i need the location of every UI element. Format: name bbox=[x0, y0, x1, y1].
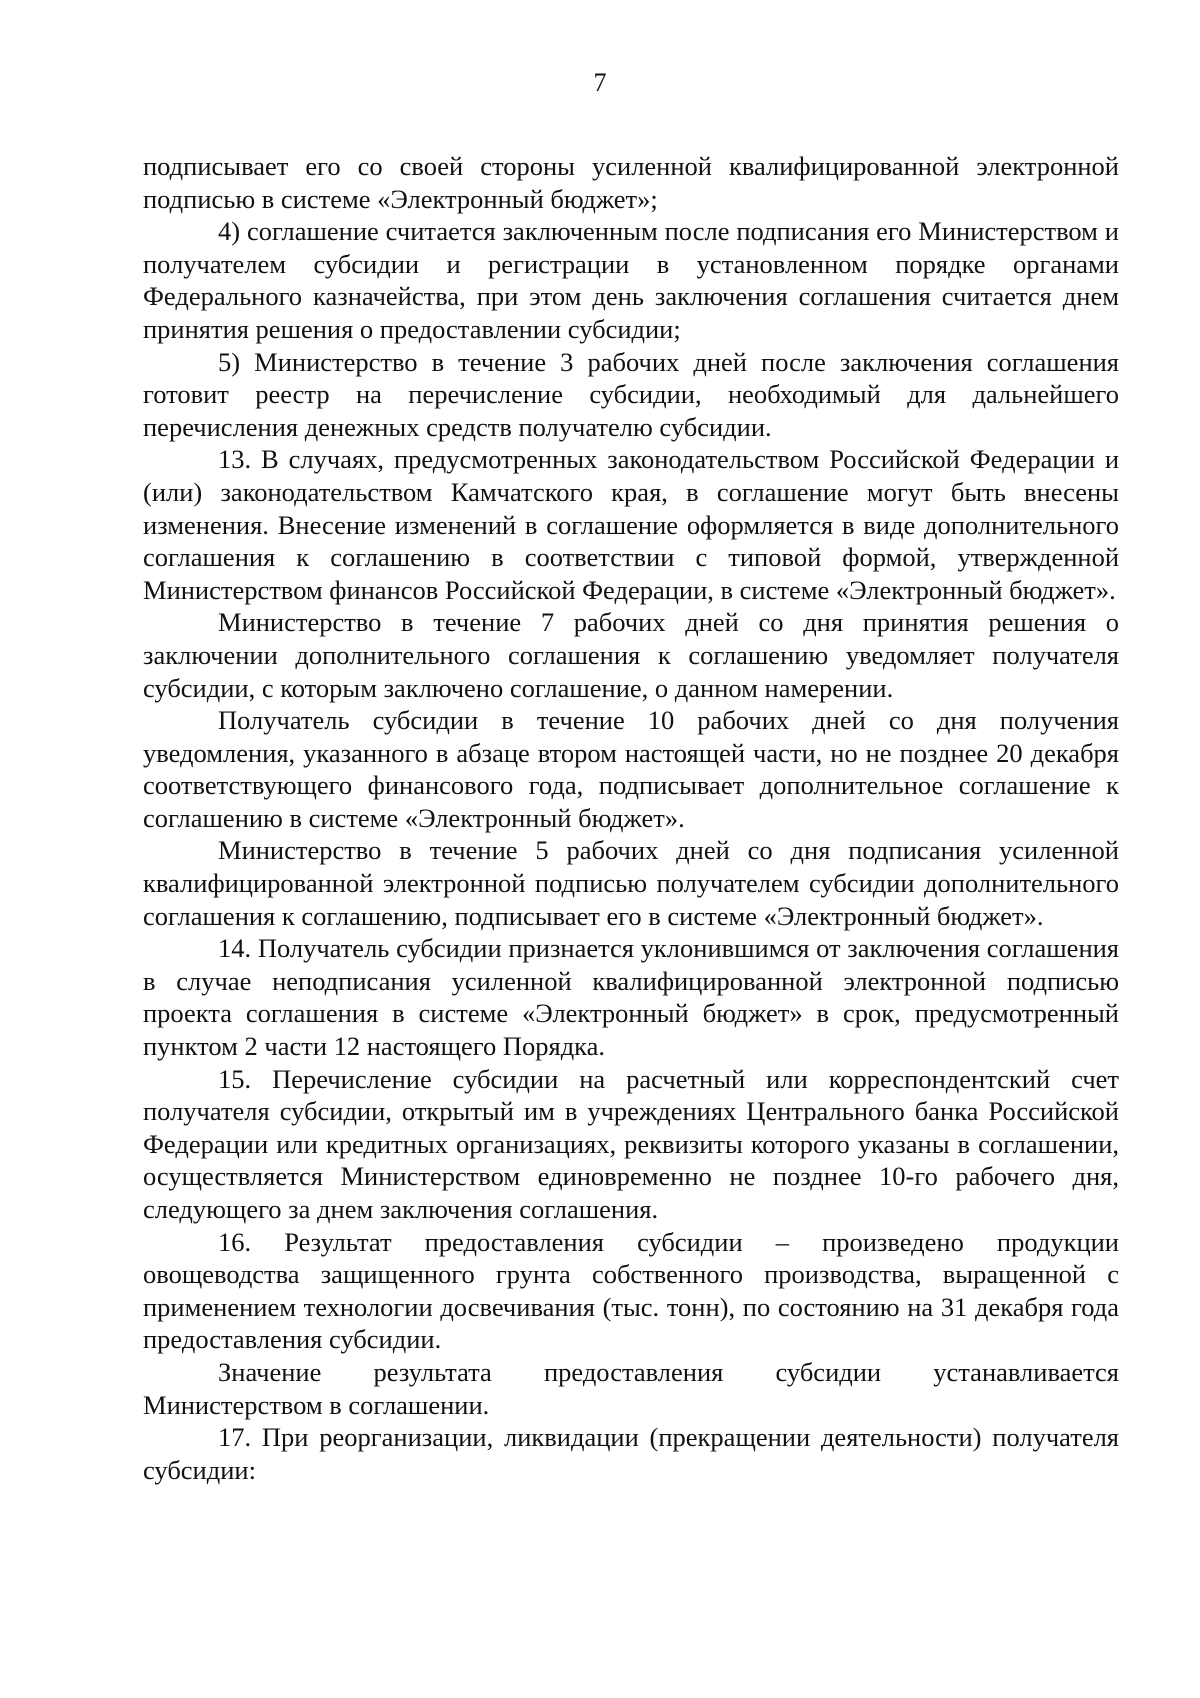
paragraph-section-16: 16. Результат предоставления субсидии – произведено продукции овощеводства защищенного грунта собственного производства, выращенной с применением технологии досвечивания (тыс. тонн), по состоянию на 31 декабря года предоставления субсидии. bbox=[143, 1226, 1119, 1355]
paragraph-section-16-value: Значение результата предоставления субсидии устанавливается Министерством в соглашении. bbox=[143, 1356, 1119, 1420]
paragraph-section-15: 15. Перечисление субсидии на расчетный или корреспондентский счет получателя субсидии, открытый им в учреждениях Центрального банка Российской Федерации или кредитных организациях, реквизиты которого указаны в соглашении, осуществляется Министерством единовременно не позднее 10-го рабочего дня, следующего за днем заключения соглашения. bbox=[143, 1063, 1119, 1224]
paragraph-section-13-ministry: Министерство в течение 5 рабочих дней со дня подписания усиленной квалифицированной электронной подписью получателем субсидии дополнительного соглашения к соглашению, подписывает его в системе «Электронный бюджет». bbox=[143, 835, 1119, 931]
paragraph-item-4: 4) соглашение считается заключенным после подписания его Министерством и получателем субсидии и регистрации в установленном порядке органами Федерального казначейства, при этом день заключения соглашения считается днем принятия решения о предоставлении субсидии; bbox=[143, 216, 1119, 344]
paragraph-item-5: 5) Министерство в течение 3 рабочих дней после заключения соглашения готовит реестр на перечисление субсидии, необходимый для дальнейшего перечисления денежных средств получателю субсидии. bbox=[143, 346, 1119, 442]
paragraph-section-13-notice: Министерство в течение 7 рабочих дней со дня принятия решения о заключении дополнительного соглашения к соглашению уведомляет получателя субсидии, с которым заключено соглашение, о данном намерении. bbox=[143, 607, 1119, 703]
page-number: 7 bbox=[593, 68, 607, 97]
paragraph-section-13-recipient: Получатель субсидии в течение 10 рабочих дней со дня получения уведомления, указанного в абзаце втором настоящей части, но не позднее 20 декабря соответствующего финансового года, подписывает дополнительное соглашение к соглашению в системе «Электронный бюджет». bbox=[143, 705, 1119, 833]
paragraph-section-13: 13. В случаях, предусмотренных законодательством Российской Федерации и (или) законодательством Камчатского края, в соглашение могут быть внесены изменения. Внесение изменений в соглашение оформляется в виде дополнительного соглашения к соглашению в соответствии с типовой формой, утвержденной Министерством финансов Российской Федерации, в системе «Электронный бюджет». bbox=[143, 444, 1119, 605]
paragraph-section-14: 14. Получатель субсидии признается уклонившимся от заключения соглашения в случае неподписания усиленной квалифицированной электронной подписью проекта соглашения в системе «Электронный бюджет» в срок, предусмотренный пунктом 2 части 12 настоящего Порядка. bbox=[143, 933, 1119, 1062]
paragraph-section-17: 17. При реорганизации, ликвидации (прекращении деятельности) получателя субсидии: bbox=[143, 1422, 1119, 1485]
document-body bbox=[143, 150, 1119, 1486]
paragraph-continuation: подписывает его со своей стороны усиленной квалифицированной электронной подписью в системе «Электронный бюджет»; bbox=[143, 151, 1119, 214]
